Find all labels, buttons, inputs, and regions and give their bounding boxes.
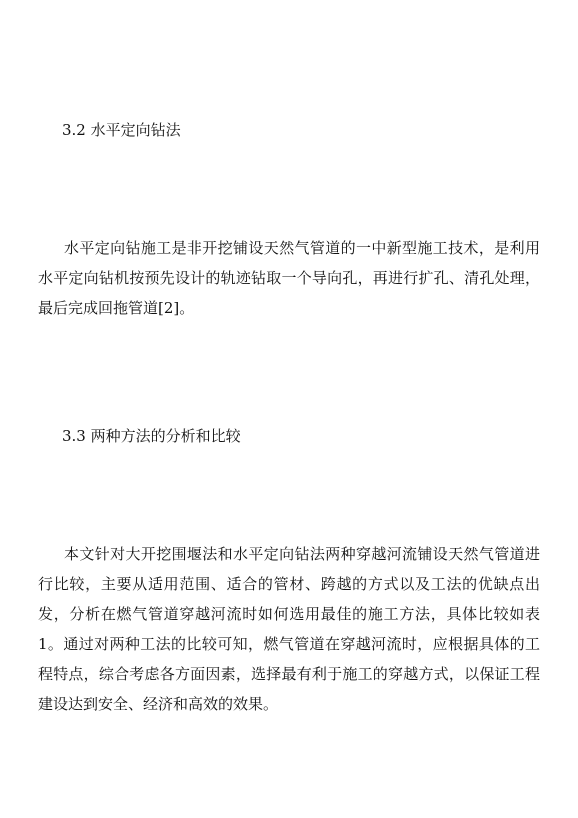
section-heading-3-3: 3.3 两种方法的分析和比较 bbox=[62, 427, 241, 445]
section-paragraph-3-3: 本文针对大开挖围堰法和水平定向钻法两种穿越河流铺设天然气管道进行比较，主要从适用范围、适合的管材、跨越的方式以及工法的优缺点出发，分析在燃气管道穿越河流时如何选用最佳的施工方法，具体比较如表 1。通过对两种工法的比较可知，燃气管道在穿越河流时，应根据具体的工程特点，综合考虑各方面因素，选择最有利于施工的穿越方式，以保证工程建设达到安全、经济和高效的效果。 bbox=[38, 545, 540, 713]
section-paragraph-3-2: 水平定向钻施工是非开挖铺设天然气管道的一中新型施工技术，是利用水平定向钻机按预先设计的轨迹钻取一个导向孔，再进行扩孔、清孔处理，最后完成回拖管道[2]。 bbox=[38, 239, 540, 317]
section-heading-3-2: 3.2 水平定向钻法 bbox=[62, 121, 181, 139]
